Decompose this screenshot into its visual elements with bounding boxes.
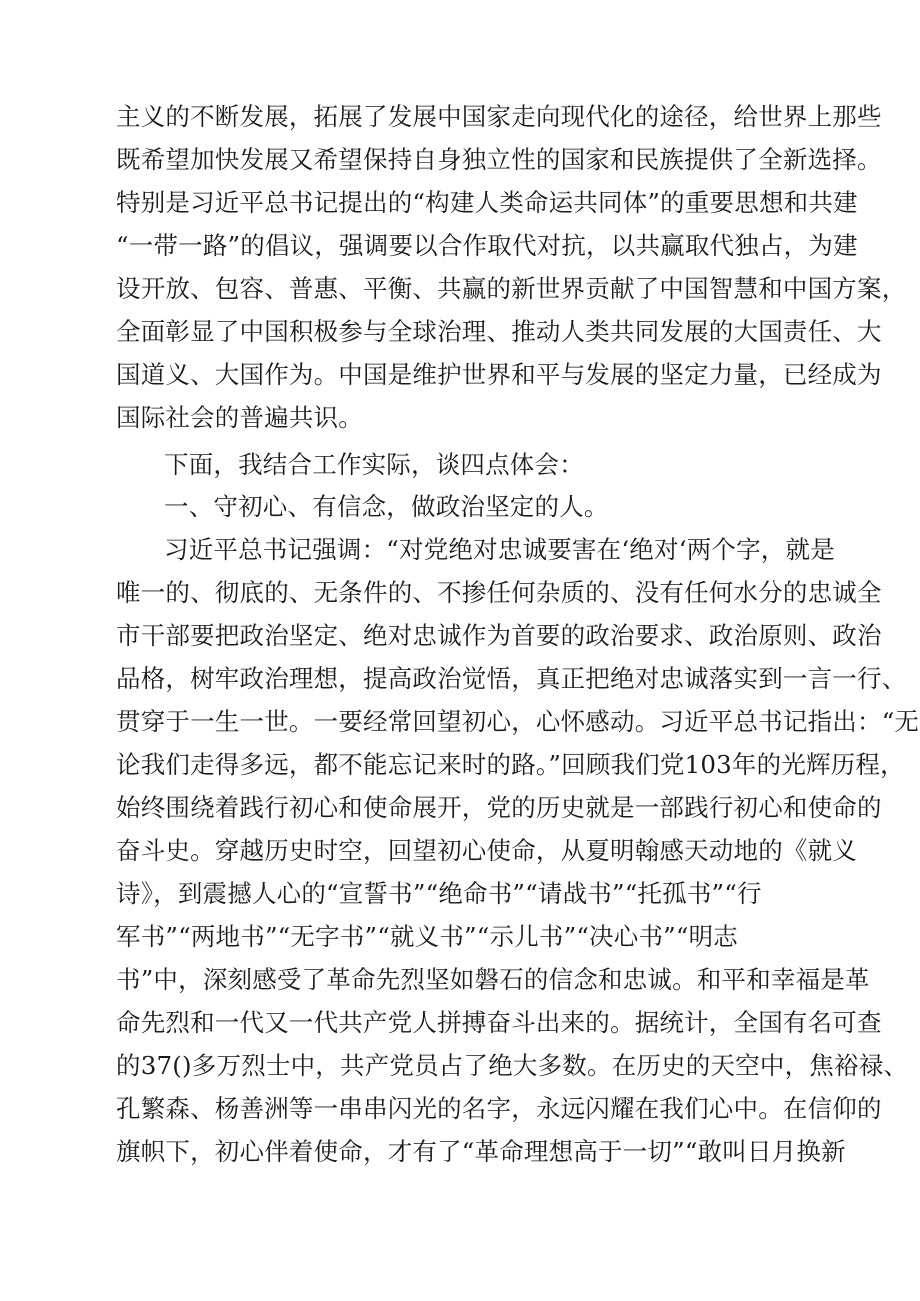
text-line: 品格，树牢政治理想，提高政治觉悟，真正把绝对忠诚落实到一言一行、 — [116, 664, 907, 693]
text-line: 贯穿于一生一世。一要经常回望初心，心怀感动。习近平总书记指出：“无 — [116, 707, 920, 736]
section-heading: 一、守初心、有信念，做政治坚定的人。 — [164, 492, 609, 521]
text-line: 唯一的、彻底的、无条件的、不掺任何杂质的、没有任何水分的忠诚全 — [116, 578, 882, 607]
text-line: 国际社会的普遍共识。 — [116, 403, 363, 432]
text-line: 主义的不断发展，拓展了发展中国家走向现代化的途径，给世界上那些 — [116, 102, 882, 131]
text-line: 诗》，到震撼人心的“宣誓书”“绝命书”“请战书”“托孤书”“行 — [116, 879, 762, 908]
text-line: 的37()多万烈士中，共产党员占了绝大多数。在历史的天空中，焦裕禄、 — [116, 1051, 909, 1080]
text-line: 孔繁森、杨善洲等一串串闪光的名字，永远闪耀在我们心中。在信仰的 — [116, 1094, 882, 1123]
text-line: 军书”“两地书”“无字书”“就义书”“示儿书”“决心书”“明志 — [116, 922, 738, 951]
text-line: 论我们走得多远，都不能忘记来时的路。”回顾我们党103年的光辉历程， — [116, 750, 905, 779]
text-line: “一带一路”的倡议，强调要以合作取代对抗，以共赢取代独占，为建 — [116, 231, 858, 260]
text-line: 市干部要把政治坚定、绝对忠诚作为首要的政治要求、政治原则、政治 — [116, 621, 882, 650]
text-line: 始终围绕着践行初心和使命展开，党的历史就是一部践行初心和使命的 — [116, 793, 882, 822]
text-line: 习近平总书记强调：“对党绝对忠诚要害在‘绝对‘两个字，就是 — [164, 535, 835, 564]
text-line: 全面彰显了中国积极参与全球治理、推动人类共同发展的大国责任、大 — [116, 317, 882, 346]
text-line: 旗帜下，初心伴着使命，才有了“革命理想高于一切”“敢叫日月换新 — [116, 1137, 846, 1166]
text-line: 命先烈和一代又一代共产党人拼搏奋斗出来的。据统计，全国有名可查 — [116, 1008, 882, 1037]
paragraph-intro: 下面，我结合工作实际，谈四点体会： — [164, 450, 584, 479]
text-line: 奋斗史。穿越历史时空，回望初心使命，从夏明翰感天动地的《就义 — [116, 836, 857, 865]
text-line: 书”中，深刻感受了革命先烈坚如磐石的信念和忠诚。和平和幸福是革 — [116, 965, 870, 994]
text-line: 既希望加快发展又希望保持自身独立性的国家和民族提供了全新选择。 — [116, 145, 882, 174]
text-line: 国道义、大国作为。中国是维护世界和平与发展的坚定力量，已经成为 — [116, 360, 882, 389]
text-line: 设开放、包容、普惠、平衡、共赢的新世界贡献了中国智慧和中国方案， — [116, 274, 907, 303]
text-line: 特别是习近平总书记提出的“构建人类命运共同体”的重要思想和共建 — [116, 188, 858, 217]
